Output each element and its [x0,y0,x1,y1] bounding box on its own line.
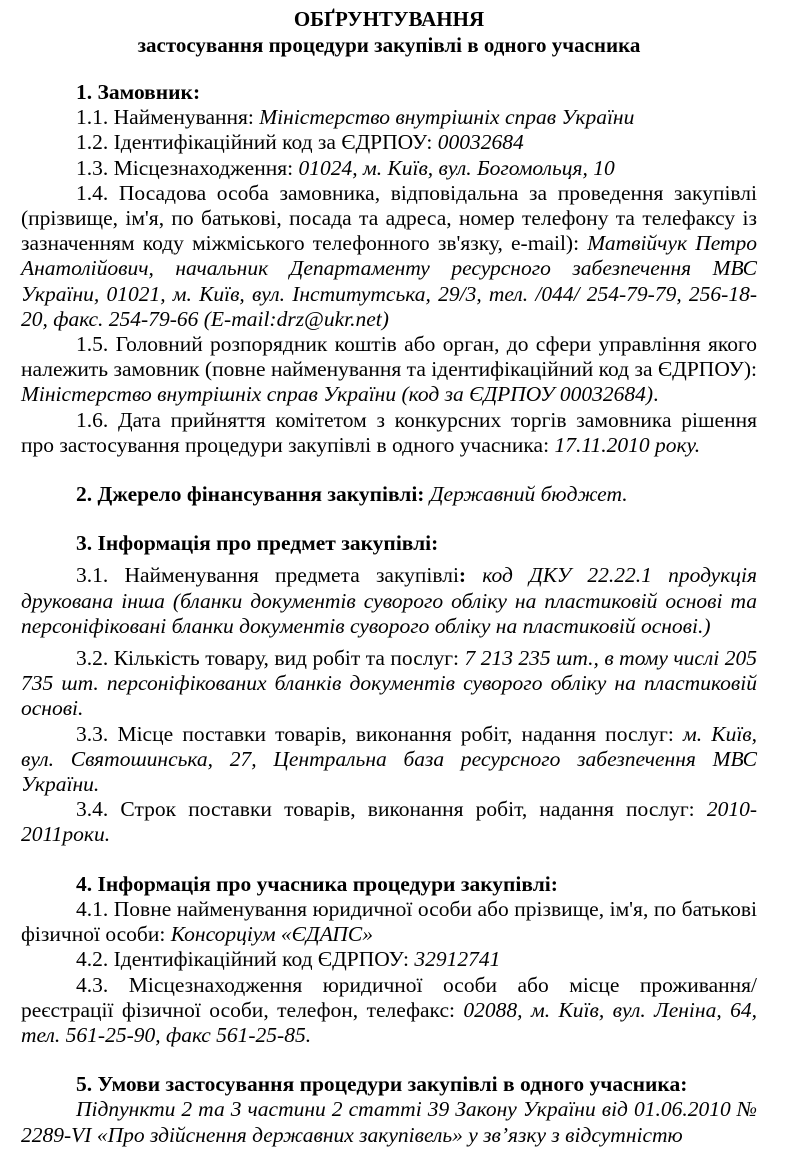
section-customer [21,80,757,458]
item-value: Матвійчук Петро Анатолійович, начальник Департаменту ресурсного забезпечення МВС України, 01021, м. Київ, вул. Інститутська, 29/3, тел. /044/ 254-79-79, 256-18-20, факс. 254-79-66 (E-mail:drz@ukr.net) [21,231,758,331]
section-heading: 5. Умови застосування процедури закупівлі в одного учасника: [76,1072,688,1097]
item-value: Підпункти 2 та 3 частини 2 статті 39 Закону України від 01.06.2010 № 2289-VI «Про здійснення державних закупівель» у зв’язку з відсутністю [21,1097,757,1147]
item-label: 3.4. Строк поставки товарів, виконання робіт, надання послуг: [76,797,707,822]
item-1-2 [21,130,757,155]
document-page [21,6,757,1172]
item-value: Консорціум «ЄДАПС» [170,922,373,947]
document-title: ОБҐРУНТУВАННЯ [293,7,485,31]
item-label: 4.2. Ідентифікаційний код ЄДРПОУ: [76,947,415,972]
section-heading: 1. Замовник: [76,80,201,104]
item-4-1 [21,897,757,947]
item-label: 3.3. Місце поставки товарів, виконання робіт, надання послуг: [76,721,683,746]
section-heading: 3. Інформація про предмет закупівлі: [76,531,439,556]
item-value: 7 213 235 шт., в тому числі 205 735 шт. персоніфікованих бланків документів суворого обліку на пластиковій основі. [21,646,757,721]
item-label: 1.5. Головний розпорядник коштів або орган, до сфери управління якого належить замовник (повне найменування та ідентифікаційний код за ЄДРПОУ): [21,332,757,382]
item-value: 00032684 [437,130,524,155]
section-heading: 2. Джерело фінансування закупівлі: [76,482,430,507]
item-value: 02088, м. Київ, вул. Леніна, 64, тел. 561-25-90, факс 561-25-85. [21,997,758,1047]
item-label: 3.1. Найменування предмета закупівлі [76,563,459,588]
item-label: 4.3. Місцезнаходження юридичної особи або місце проживання/реєстрації фізичної особи, телефон, телефакс: [21,972,757,1022]
item-3-1 [21,563,757,639]
document-subtitle: застосування процедури закупівлі в одного учасника [137,33,641,57]
item-value: 01024, м. Київ, вул. Богомольця, 10 [298,155,615,180]
item-3-3 [21,722,757,798]
item-5-text [21,1097,757,1147]
item-3-4 [21,797,757,847]
item-value: код ДКУ 22.22.1 продукція друкована інша (бланки документів суворого обліку на пластиковій основі та персоніфіковані бланки документів суворого обліку на пластиковій основі.) [21,563,757,638]
item-label: 1.4. Посадова особа замовника, відповідальна за проведення закупівлі (прізвище, ім'я, по батькові, посада та адреса, номер телефону та телефаксу із зазначенням коду міжміського телефонного зв'язку, e-mail): [21,180,757,256]
item-value: м. Київ, вул. Святошинська, 27, Центральна база ресурсного забезпечення МВС України. [21,721,758,797]
item-value: 32912741 [414,947,501,972]
item-label: 1.2. Ідентифікаційний код за ЄДРПОУ: [76,130,438,155]
item-label: 4.1. Повне найменування юридичної особи або прізвище, ім'я, по батькові фізичної особи: [21,896,757,947]
item-value: 17.11.2010 року. [554,432,701,457]
section-funding [21,482,757,507]
section-heading: 4. Інформація про учасника процедури закупівлі: [76,871,558,896]
funding-line [21,482,757,507]
item-1-5 [21,332,757,408]
item-value: Міністерство внутрішніх справ України [259,105,635,130]
item-3-2 [21,646,757,722]
section-participant [21,872,757,1048]
item-4-3 [21,973,757,1049]
item-label: 1.6. Дата прийняття комітетом з конкурсних торгів замовника рішення про застосування процедури закупівлі в одного учасника: [21,407,757,457]
item-value: Міністерство внутрішніх справ України (код за ЄДРПОУ 00032684) [21,382,654,407]
item-4-2 [21,947,757,972]
item-1-6 [21,408,757,458]
section-conditions [21,1072,757,1148]
item-colon: : [458,563,467,588]
item-label: 1.1. Найменування: [76,105,260,130]
item-tail: . [653,382,659,407]
item-value: Державний бюджет. [429,482,628,507]
item-value: 2010-2011роки. [21,797,757,847]
section-subject [21,531,757,847]
item-1-3 [21,156,757,181]
item-label: 1.3. Місцезнаходження: [76,155,299,180]
item-label: 3.2. Кількість товару, вид робіт та послуг: [76,646,465,671]
item-1-1 [21,105,757,130]
item-1-4 [21,181,757,332]
